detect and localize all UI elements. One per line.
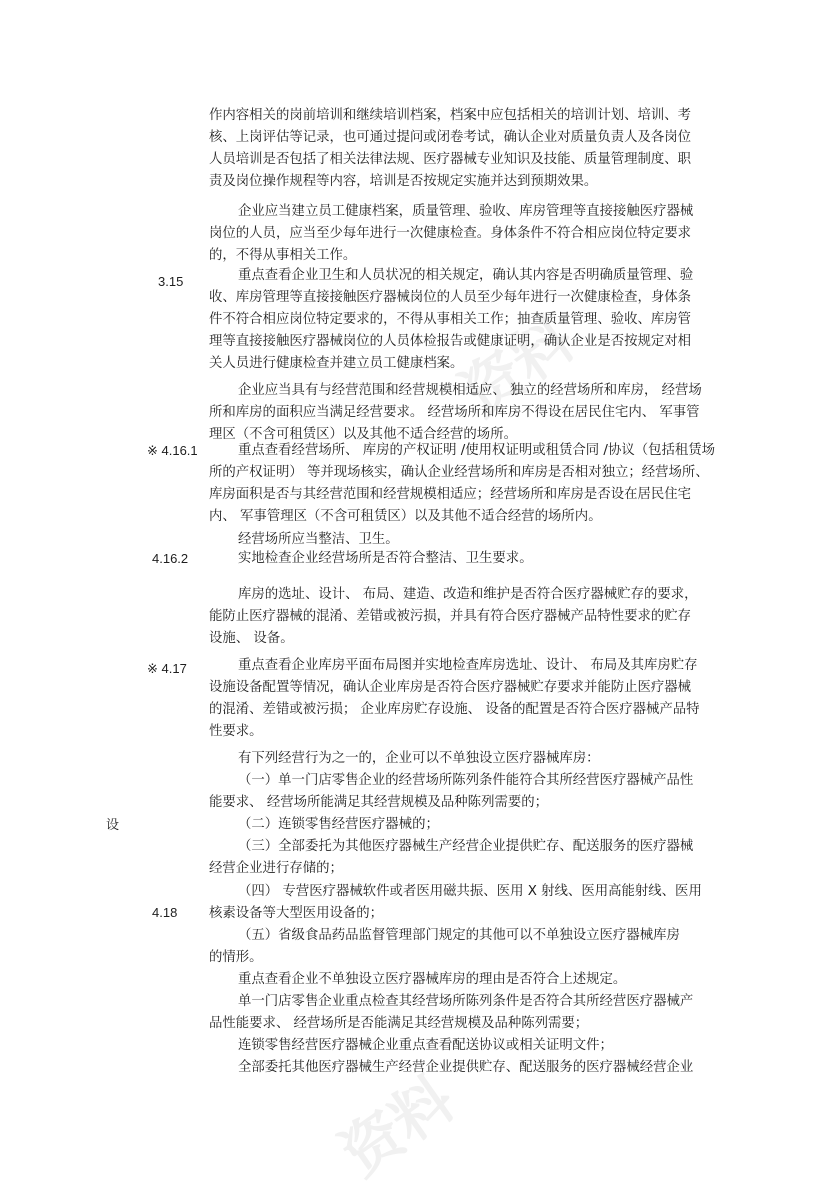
text-line: 重点查看企业卫生和人员状况的相关规定，确认其内容是否明确质量管理、验 bbox=[238, 268, 694, 283]
watermark: 资料 bbox=[328, 1064, 468, 1191]
text-line: 企业应当具有与经营范围和经营规模相适应、 独立的经营场所和库房， 经营场 bbox=[238, 383, 702, 398]
text-line: 能要求、 经营场所能满足其经营规模及品种陈列需要的； bbox=[209, 795, 549, 810]
section-number: 4.18 bbox=[152, 905, 178, 920]
section-number: 3.15 bbox=[158, 274, 184, 289]
text-line: 设施设备配置等情况，确认企业库房是否符合医疗器械贮存要求并能防止医疗器械 bbox=[209, 680, 692, 695]
text-line: 库房面积是否与其经营范围和经营规模相适应；经营场所和库房是否设在居民住宅 bbox=[209, 487, 692, 502]
text-line: 性要求。 bbox=[209, 724, 263, 739]
text-line: 品性能要求、 经营场所是否能满足其经营规模及品种陈列需要； bbox=[209, 1016, 589, 1031]
text-line: 经营场所应当整洁、卫生。 bbox=[238, 532, 399, 547]
text-line: 理区（不含可租赁区）以及其他不适合经营的场所。 bbox=[209, 427, 517, 442]
text-line: 全部委托其他医疗器械生产经营企业提供贮存、配送服务的医疗器械经营企业 bbox=[238, 1060, 694, 1075]
text-line: 的混淆、差错或被污损； 企业库房贮存设施、 设备的配置是否符合医疗器械产品特 bbox=[209, 702, 700, 717]
text-line: 库房的选址、设计、 布局、建造、改造和维护是否符合医疗器械贮存的要求， bbox=[238, 587, 698, 602]
text-line: 人员培训是否包括了相关法律法规、医疗器械专业知识及技能、质量管理制度、职 bbox=[209, 152, 692, 167]
text-line: 实地检查企业经营场所是否符合整洁、卫生要求。 bbox=[238, 551, 533, 566]
text-line: 作内容相关的岗前培训和继续培训档案，档案中应包括相关的培训计划、培训、考 bbox=[209, 108, 692, 123]
text-line: 的情形。 bbox=[209, 950, 263, 965]
text-line: （一）单一门店零售企业的经营场所陈列条件能符合其所经营医疗器械产品性 bbox=[238, 773, 694, 788]
text-line: 内、 军事管理区（不含可租赁区）以及其他不适合经营的场所内。 bbox=[209, 509, 602, 524]
section-number: 设 bbox=[106, 817, 120, 832]
text-line: 关人员进行健康检查并建立员工健康档案。 bbox=[209, 356, 464, 371]
text-line: 重点查看企业库房平面布局图并实地检查库房选址、设计、 布局及其库房贮存 bbox=[238, 658, 698, 673]
text-line: 重点查看经营场所、 库房的产权证明 /使用权证明或租赁合同 /协议（包括租赁场 bbox=[238, 443, 716, 458]
section-number: ※ 4.17 bbox=[147, 661, 187, 676]
text-line: 核素设备等大型医用设备的； bbox=[209, 906, 384, 921]
text-line: 责及岗位操作规程等内容，培训是否按规定实施并达到预期效果。 bbox=[209, 174, 598, 189]
text-line: 重点查看企业不单独设立医疗器械库房的理由是否符合上述规定。 bbox=[238, 972, 627, 987]
text-line: 岗位的人员，应当至少每年进行一次健康检查。身体条件不符合相应岗位特定要求 bbox=[209, 226, 692, 241]
text-line: 企业应当建立员工健康档案，质量管理、验收、库房管理等直接接触医疗器械 bbox=[238, 204, 694, 219]
text-line: （三）全部委托为其他医疗器械生产经营企业提供贮存、配送服务的医疗器械 bbox=[238, 839, 694, 854]
text-line: 连锁零售经营医疗器械企业重点查看配送协议或相关证明文件； bbox=[238, 1038, 613, 1053]
text-line: 有下列经营行为之一的，企业可以不单独设立医疗器械库房： bbox=[238, 751, 600, 766]
text-line: 经营企业进行存储的； bbox=[209, 861, 343, 876]
text-line: （五）省级食品药品监督管理部门规定的其他可以不单独设立医疗器械库房 bbox=[238, 928, 680, 943]
section-number: ※ 4.16.1 bbox=[147, 443, 198, 458]
text-line: 理等直接接触医疗器械岗位的人员体检报告或健康证明，确认企业是否按规定对相 bbox=[209, 334, 692, 349]
text-line: 设施、 设备。 bbox=[209, 631, 294, 646]
watermark: 资料 bbox=[448, 304, 588, 431]
text-line: 收、库房管理等直接接触医疗器械岗位的人员至少每年进行一次健康检查，身体条 bbox=[209, 290, 692, 305]
text-line: （二）连锁零售经营医疗器械的； bbox=[238, 817, 439, 832]
text-line: 所的产权证明） 等并现场核实，确认企业经营场所和库房是否相对独立；经营场所、 bbox=[209, 465, 709, 480]
text-line: 的，不得从事相关工作。 bbox=[209, 248, 357, 263]
section-number: 4.16.2 bbox=[152, 551, 189, 566]
text-line: 核、上岗评估等记录，也可通过提问或闭卷考试，确认企业对质量负责人及各岗位 bbox=[209, 130, 692, 145]
text-line: 单一门店零售企业重点检查其经营场所陈列条件是否符合其所经营医疗器械产 bbox=[238, 994, 694, 1009]
text-line: 所和库房的面积应当满足经营要求。 经营场所和库房不得设在居民住宅内、 军事管 bbox=[209, 405, 700, 420]
text-line: 件不符合相应岗位特定要求的，不得从事相关工作；抽查质量管理、验收、库房管 bbox=[209, 312, 692, 327]
text-line: 能防止医疗器械的混淆、差错或被污损，并具有符合医疗器械产品特性要求的贮存 bbox=[209, 609, 692, 624]
text-line: （四） 专营医疗器械软件或者医用磁共振、医用 X 射线、医用高能射线、医用 bbox=[238, 884, 702, 899]
